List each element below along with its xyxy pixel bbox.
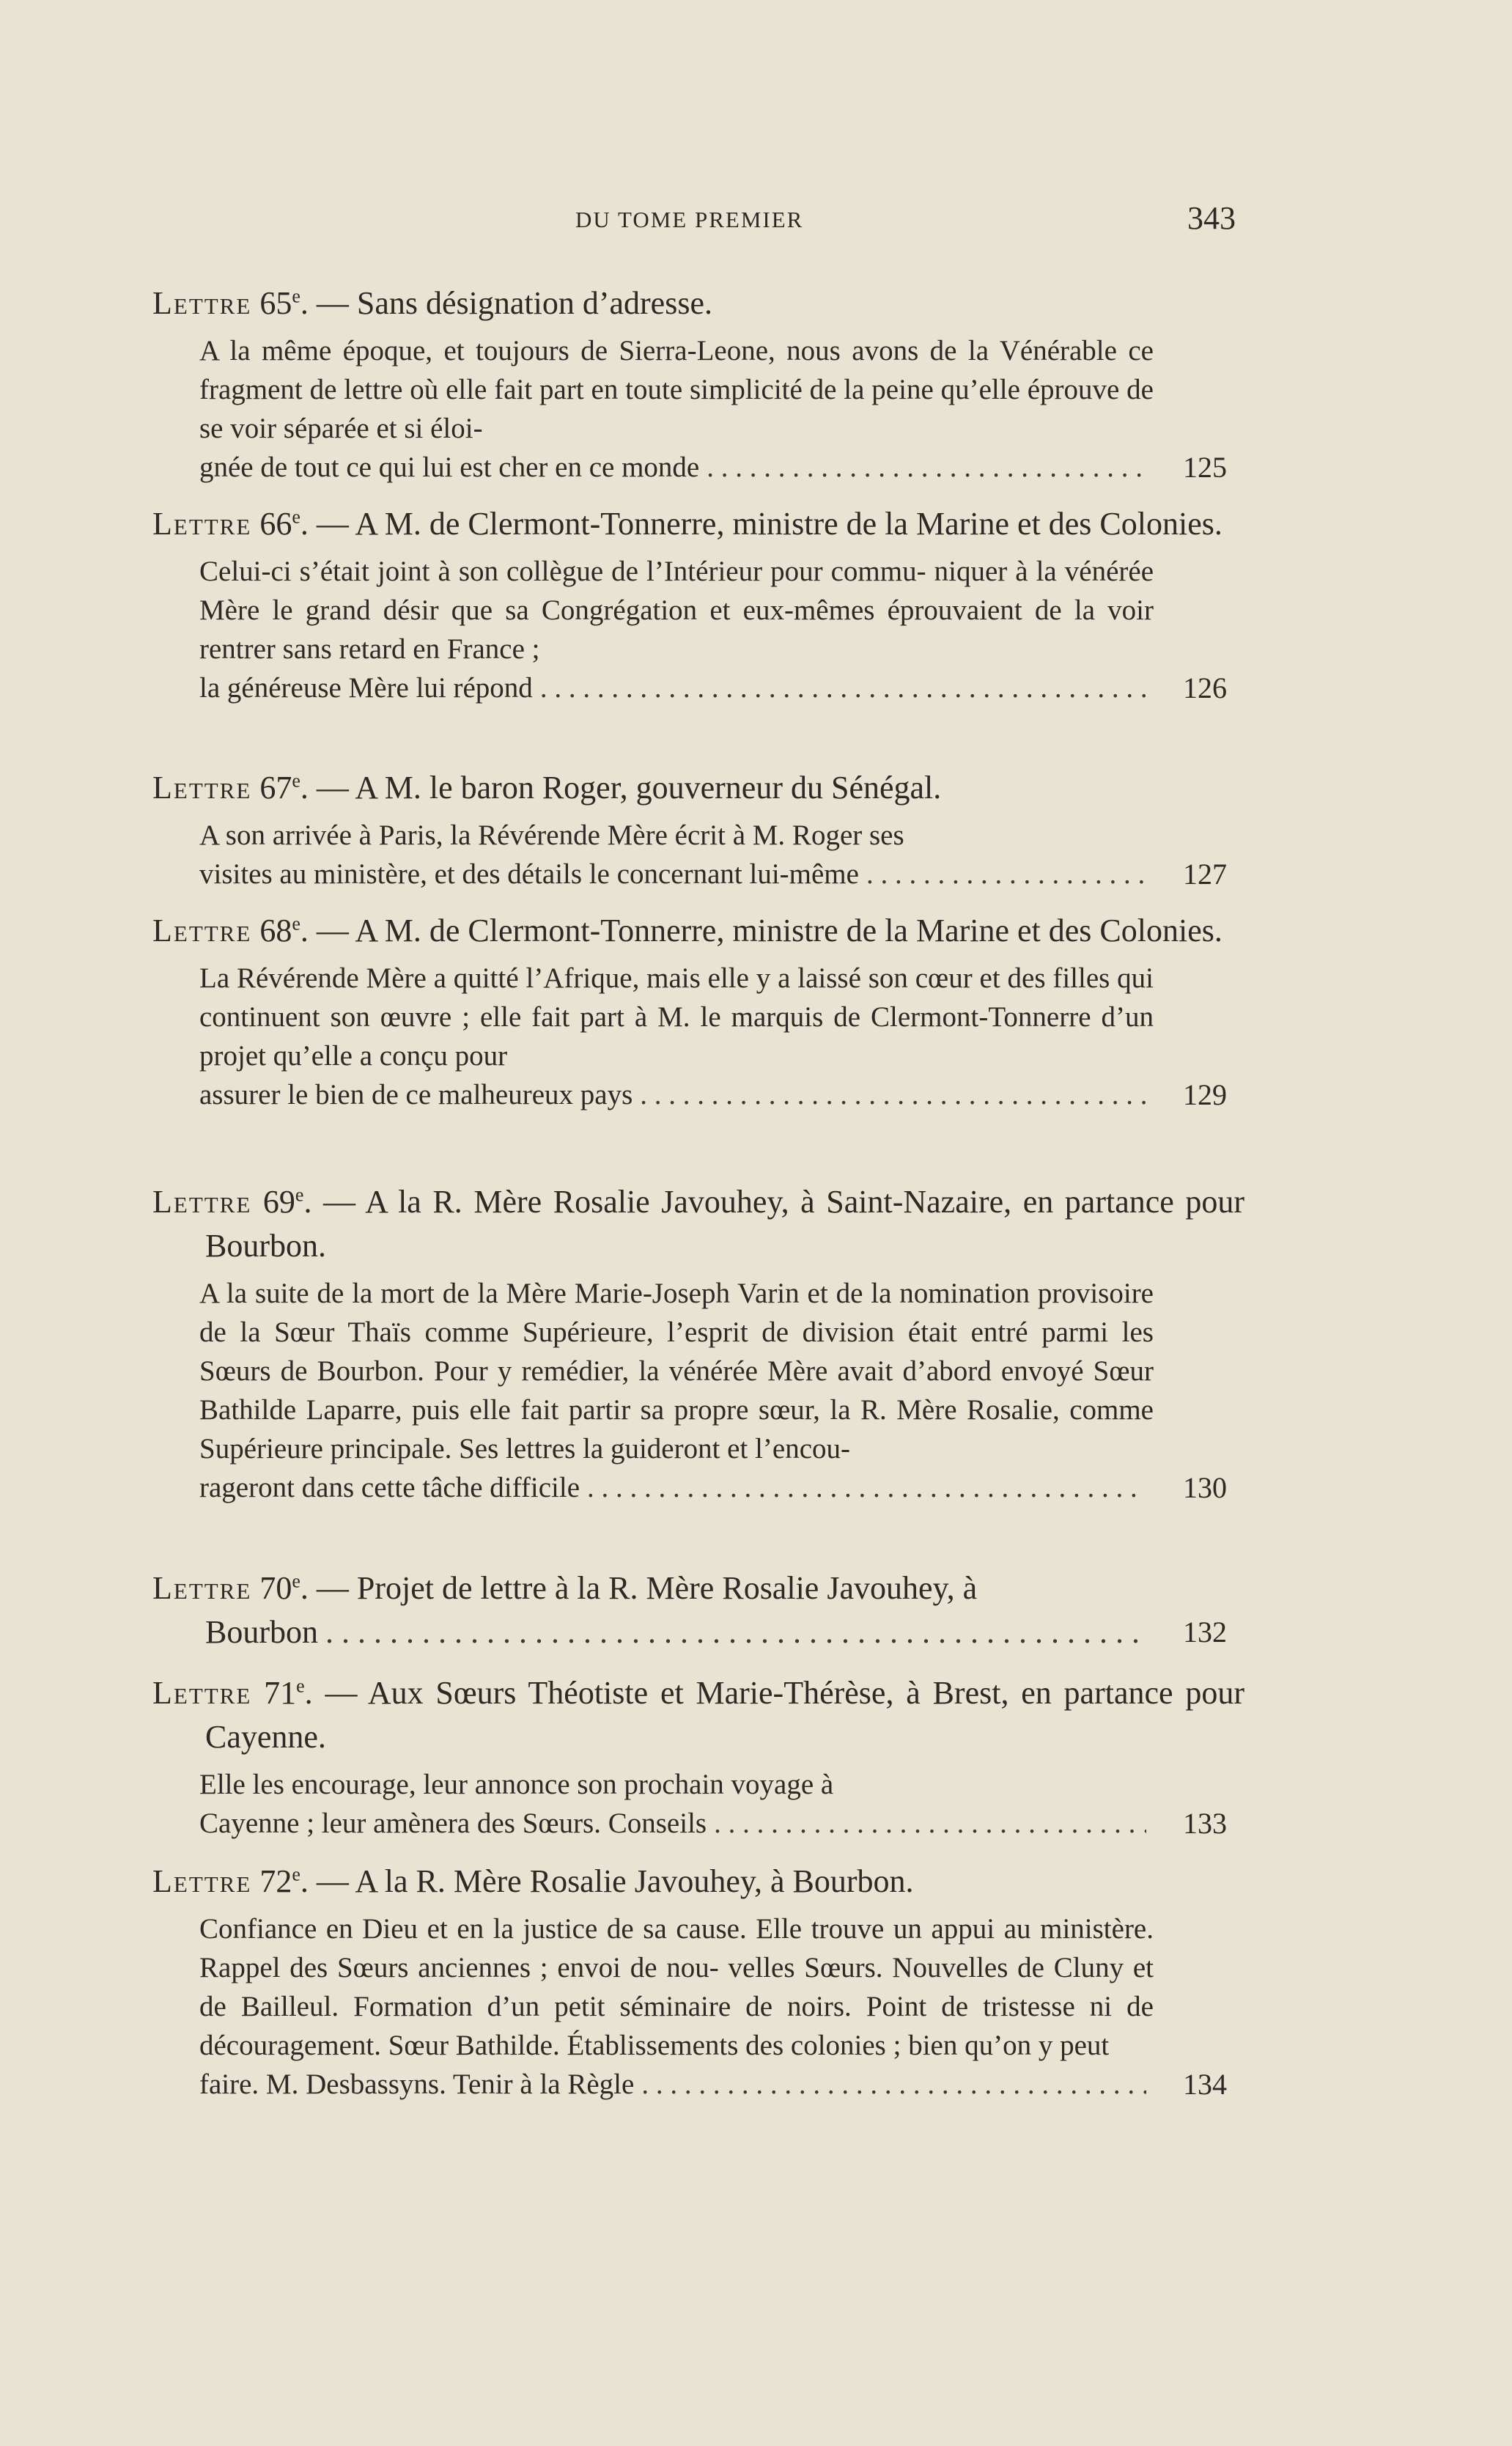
entry-ordinal: e (292, 1570, 300, 1592)
dot-leader (587, 1468, 1146, 1507)
entry-summary (152, 552, 1244, 707)
dot-leader (714, 1804, 1146, 1843)
entry-title: — Projet de lettre à la R. Mère Rosalie Javouhey, à (316, 1570, 978, 1606)
summary-last-line (199, 1468, 1227, 1507)
entry-heading: Lettre 71e. — Aux Sœurs Théotiste et Marie-Thérèse, à Brest, en partance pour Cayenne. (152, 1675, 1245, 1755)
entry-number: 66 (259, 506, 292, 542)
summary-text: A la même époque, et toujours de Sierra-Leone, nous avons de la Vénérable ce fragment de lettre où elle fait part en toute simplicité de la peine qu’elle éprouve de se voir séparée et si éloi- (199, 335, 1154, 444)
summary-last-text: Cayenne ; leur amènera des Sœurs. Conseils (199, 1808, 707, 1839)
entry-label: Lettre (152, 1863, 252, 1899)
summary-text: La Révérende Mère a quitté l’Afrique, mais elle y a laissé son cœur et des filles qui continuent son œuvre ; elle fait part à M. le marquis de Clermont-Tonnerre d’un projet qu’elle a conçu pour (199, 962, 1154, 1072)
entry-summary (152, 959, 1244, 1114)
entry-ordinal: e (292, 770, 300, 792)
entry-title: — A la R. Mère Rosalie Javouhey, à Saint-Nazaire, en partance pour Bourbon. (205, 1184, 1245, 1264)
summary-text: Celui-ci s’était joint à son collègue de l’Intérieur pour commu- niquer à la vénérée Mère le grand désir que sa Congrégation et eux-mêmes éprouvaient de la voir rentrer sans retard en France ; (199, 556, 1154, 665)
summary-last-text: gnée de tout ce qui lui est cher en ce monde (199, 452, 700, 483)
heading-last-text: Bourbon (205, 1614, 318, 1650)
entry-ordinal: e (295, 1184, 304, 1206)
entry-label: Lettre (152, 913, 252, 948)
entry-number: 72 (259, 1863, 292, 1899)
entry-ordinal: e (292, 285, 300, 307)
summary-last-text: assurer le bien de ce malheureux pays (199, 1079, 633, 1110)
entry-summary (152, 1909, 1244, 2104)
entry-heading: Lettre 66e. — A M. de Clermont-Tonnerre, ministre de la Marine et des Colonies. (152, 506, 1222, 542)
entry-label: Lettre (152, 1675, 252, 1711)
entry-label: Lettre (152, 1570, 252, 1606)
summary-last-line (199, 668, 1227, 707)
entry-number: 65 (259, 285, 292, 321)
entry-title: — Aux Sœurs Théotiste et Marie-Thérèse, à Brest, en partance pour Cayenne. (205, 1675, 1245, 1755)
page-reference: 133 (1183, 1807, 1227, 1840)
toc-entry (152, 1860, 1244, 2104)
entry-label: Lettre (152, 506, 252, 542)
entry-title: — A la R. Mère Rosalie Javouhey, à Bourbon. (316, 1863, 914, 1899)
page-reference: 130 (1183, 1471, 1227, 1504)
entry-label: Lettre (152, 770, 252, 806)
summary-last-line (199, 448, 1227, 487)
page-reference: 127 (1183, 858, 1227, 891)
page-reference: 134 (1183, 2068, 1227, 2101)
summary-last-line (199, 2065, 1227, 2104)
summary-text: Elle les encourage, leur annonce son prochain voyage à (199, 1769, 834, 1800)
summary-last-line (199, 1804, 1227, 1843)
dot-leader (641, 2065, 1146, 2104)
dot-leader (325, 1610, 1146, 1654)
running-head: DU TOME PREMIER (575, 207, 804, 232)
summary-text: A la suite de la mort de la Mère Marie-Joseph Varin et de la nomination provisoire de la Sœur Thaïs comme Supérieure, l’esprit de division était entré parmi les Sœurs de Bourbon. Pour y remédier, la vénérée Mère avait d’abord envoyé Sœur Bathilde Laparre, puis elle fait partir sa propre sœur, la R. Mère Rosalie, comme Supérieure principale. Ses lettres la guideront et l’encou- (199, 1278, 1154, 1465)
entry-ordinal: e (292, 506, 300, 528)
entry-summary (152, 1274, 1244, 1507)
page-reference: 125 (1183, 451, 1227, 484)
toc-entry (152, 281, 1244, 487)
summary-text: Confiance en Dieu et en la justice de sa cause. Elle trouve un appui au ministère. Rappel des Sœurs anciennes ; envoi de nou- velles Sœurs. Nouvelles de Cluny et de Bailleul. Formation d’un petit séminaire de noirs. Point de tristesse ni de découragement. Sœur Bathilde. Établissements des colonies ; bien qu’on y peut (199, 1913, 1154, 2061)
entry-number: 67 (259, 770, 292, 806)
entry-number: 70 (259, 1570, 292, 1606)
entry-ordinal: e (292, 1863, 300, 1885)
toc-entry (152, 766, 1244, 894)
summary-last-line (199, 855, 1227, 894)
entry-heading: Lettre 72e. — A la R. Mère Rosalie Javouhey, à Bourbon. (152, 1863, 914, 1899)
entry-title: — A M. de Clermont-Tonnerre, ministre de la Marine et des Colonies. (316, 913, 1222, 948)
toc-entry (152, 909, 1244, 1114)
entry-number: 68 (259, 913, 292, 948)
toc-entry (152, 502, 1244, 707)
entry-label: Lettre (152, 1184, 252, 1220)
entry-heading: Lettre 70e. — Projet de lettre à la R. Mère Rosalie Javouhey, à Bourbon . . . 132 (152, 1566, 1244, 1654)
entry-heading: Lettre 65e. — Sans désignation d’adresse. (152, 285, 712, 321)
dot-leader (540, 668, 1146, 707)
dot-leader (707, 448, 1146, 487)
dot-leader (640, 1075, 1146, 1114)
entry-heading: Lettre 69e. — A la R. Mère Rosalie Javouhey, à Saint-Nazaire, en partance pour Bourbon. (152, 1184, 1245, 1264)
summary-last-text: visites au ministère, et des détails le concernant lui-même (199, 858, 859, 890)
page-reference: 126 (1183, 671, 1227, 704)
entry-number: 69 (262, 1184, 295, 1220)
entry-ordinal: e (296, 1675, 305, 1697)
entry-number: 71 (264, 1675, 297, 1711)
entry-ordinal: e (292, 913, 300, 935)
toc-entry (152, 1671, 1244, 1843)
summary-last-text: rageront dans cette tâche difficile (199, 1472, 580, 1503)
toc-entry (152, 1566, 1244, 1654)
toc-entry (152, 1180, 1244, 1507)
page-reference: 129 (1183, 1078, 1227, 1111)
entry-summary (152, 1765, 1244, 1843)
entry-title: — A M. le baron Roger, gouverneur du Sénégal. (316, 770, 942, 806)
heading-last-line (205, 1610, 1227, 1654)
entry-heading: Lettre 67e. — A M. le baron Roger, gouverneur du Sénégal. (152, 770, 942, 806)
entry-summary (152, 331, 1244, 487)
page-number: 343 (1187, 200, 1236, 236)
entry-summary (152, 816, 1244, 894)
summary-last-line (199, 1075, 1227, 1114)
summary-last-text: la généreuse Mère lui répond (199, 672, 533, 704)
entry-title: — Sans désignation d’adresse. (316, 285, 712, 321)
entry-title: — A M. de Clermont-Tonnerre, ministre de la Marine et des Colonies. (316, 506, 1222, 542)
entry-heading: Lettre 68e. — A M. de Clermont-Tonnerre, ministre de la Marine et des Colonies. (152, 913, 1222, 948)
entry-label: Lettre (152, 285, 252, 321)
summary-text: A son arrivée à Paris, la Révérende Mère écrit à M. Roger ses (199, 819, 904, 851)
dot-leader (866, 855, 1146, 894)
page-reference: 132 (1183, 1616, 1227, 1649)
summary-last-text: faire. M. Desbassyns. Tenir à la Règle (199, 2069, 635, 2100)
